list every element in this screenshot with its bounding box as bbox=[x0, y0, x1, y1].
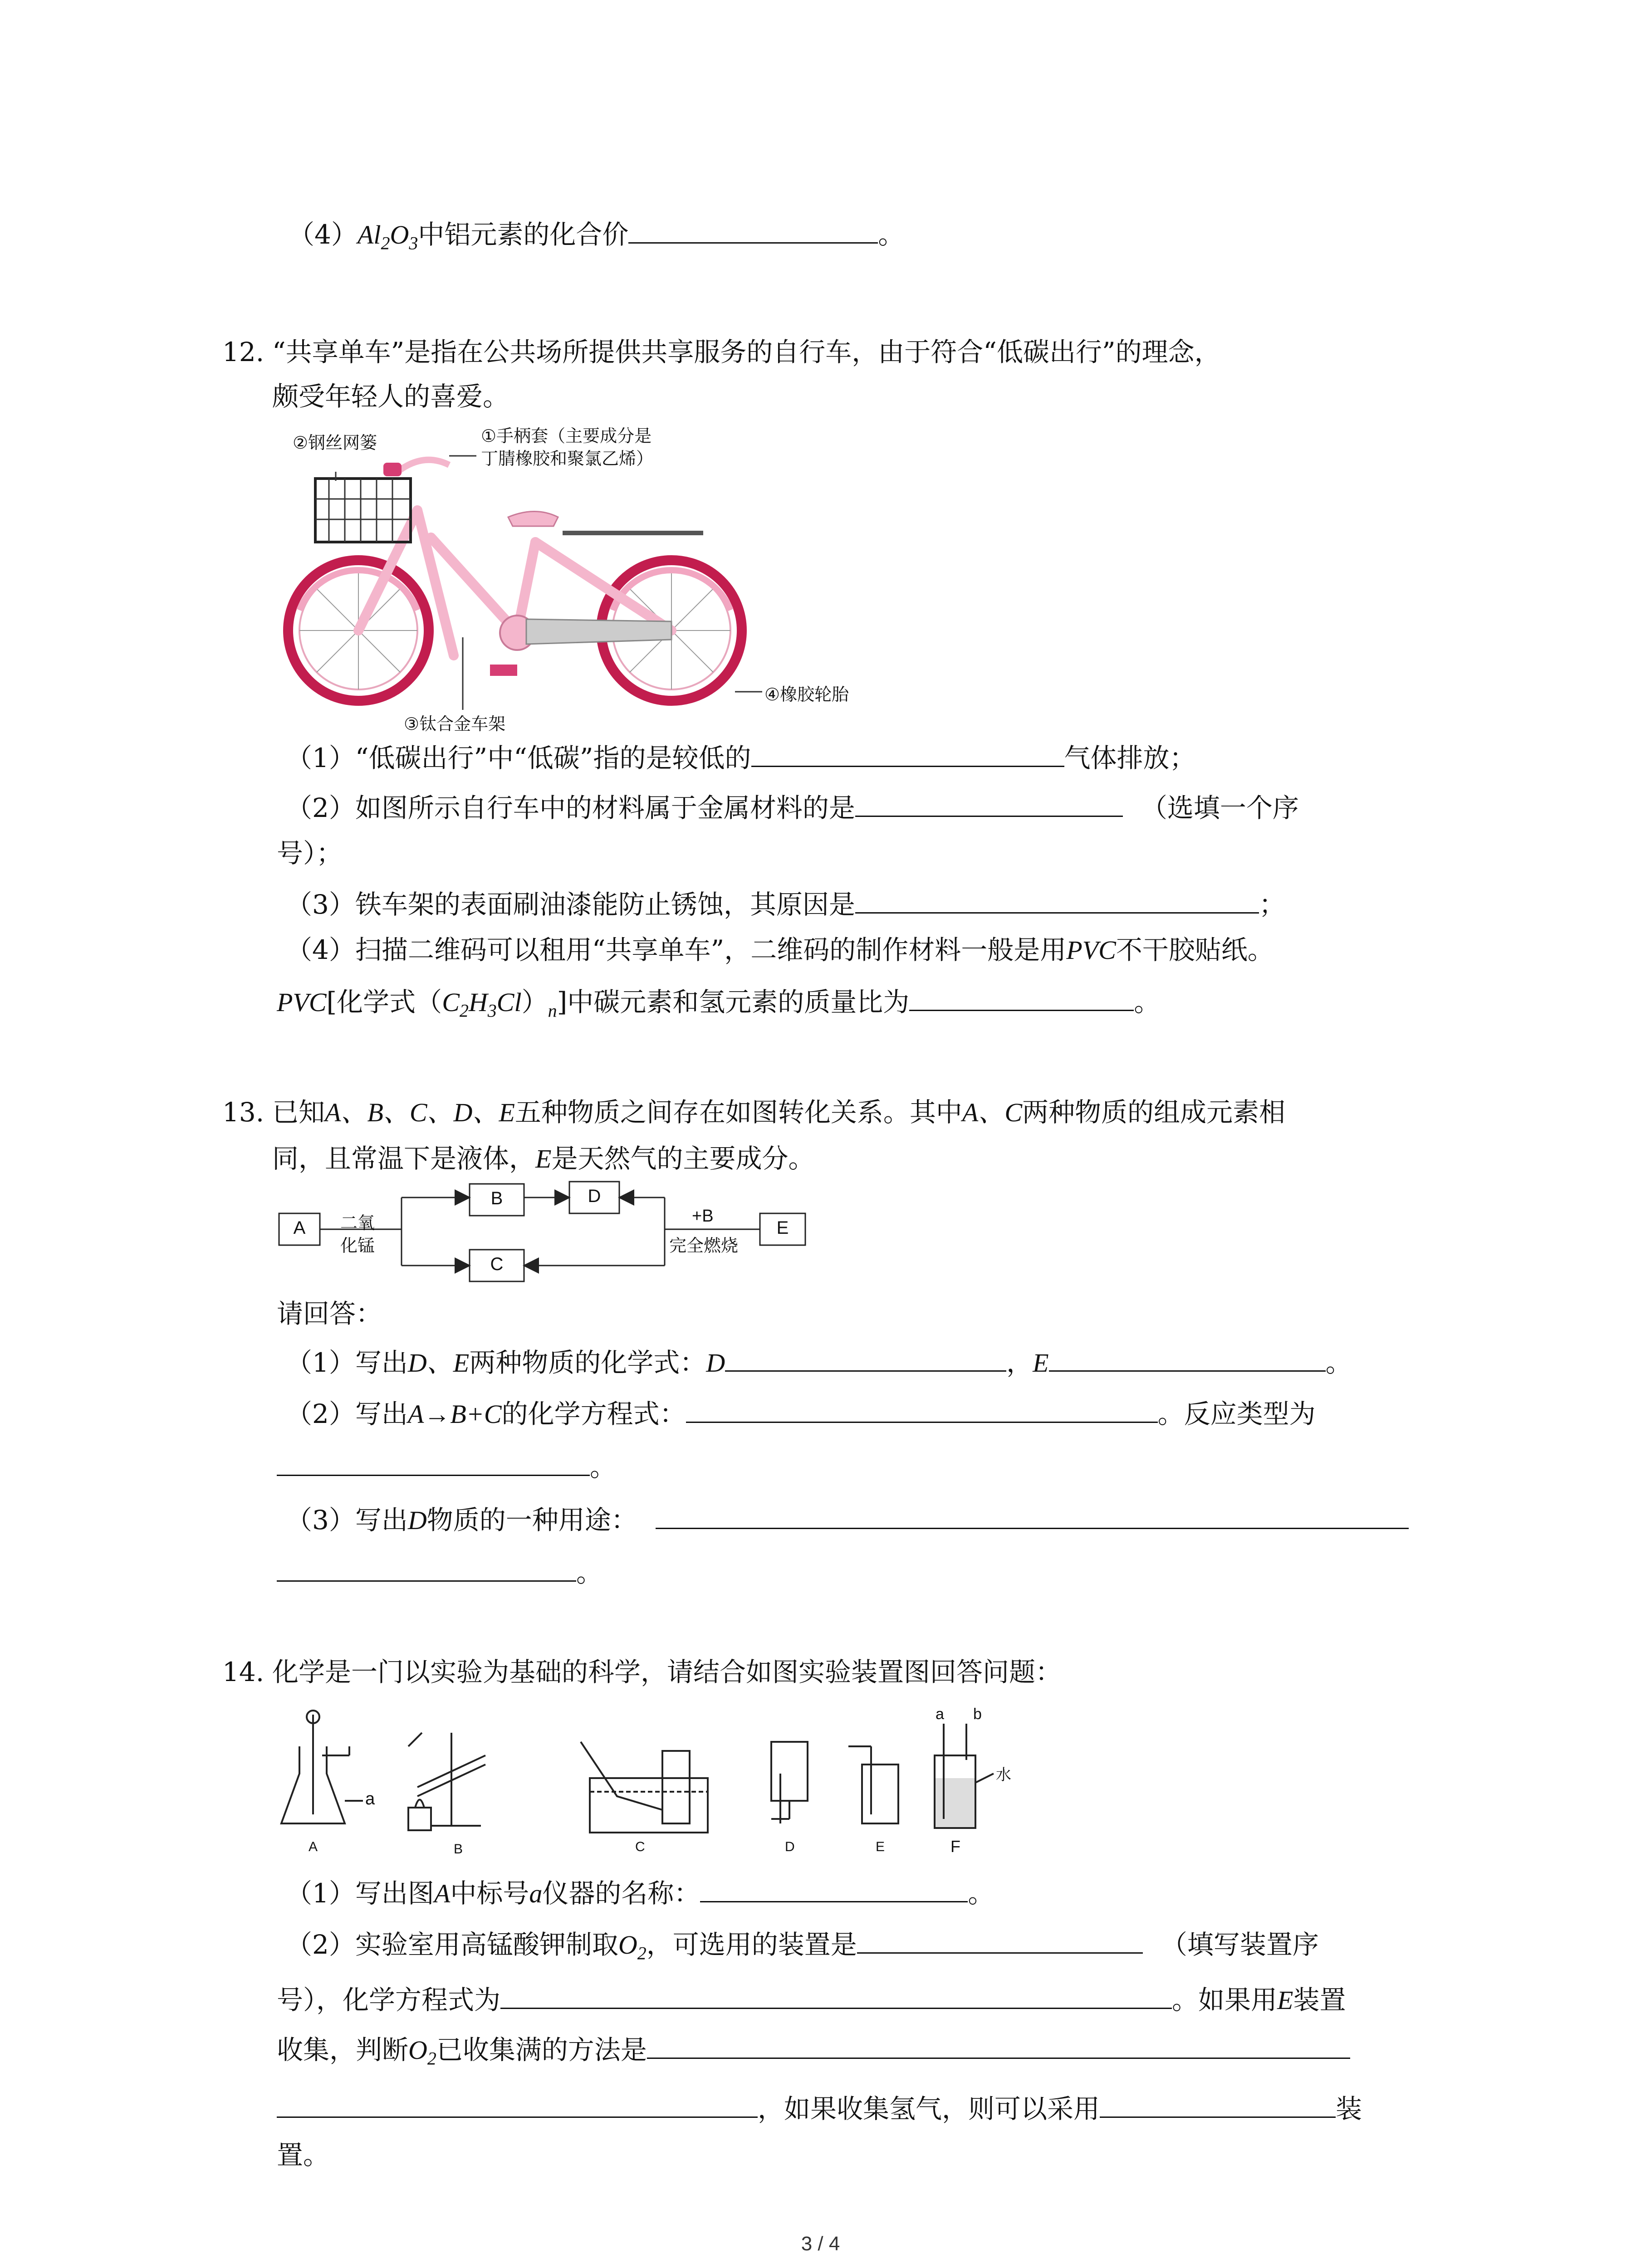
q12-part1: （1）“低碳出行”中“低碳”指的是较低的 气体排放； bbox=[286, 740, 1196, 774]
conversion-diagram bbox=[277, 1175, 812, 1288]
answer-blank[interactable] bbox=[656, 1502, 1409, 1529]
node-B: B bbox=[490, 1188, 503, 1208]
q12-part2-cont: 号）； bbox=[277, 838, 343, 869]
q12-part3: （3）铁车架的表面刷油漆能防止锈蚀，其原因是 ； bbox=[286, 887, 1285, 921]
q14-part2-line4: ，如果收集氢气，则可以采用 装 bbox=[277, 2091, 1362, 2125]
answer-blank[interactable] bbox=[1049, 1345, 1326, 1372]
apparatus-figure bbox=[272, 1706, 1053, 1860]
q11-part4: $(4)Al_2O_3$中铝元素的化合价 。 bbox=[288, 217, 904, 260]
fig-F-b: b bbox=[973, 1706, 982, 1723]
q13-stem-line1: 13. 已知A、B、C、D、E五种物质之间存在如图转化关系。其中A、C两种物质的组成元素相 bbox=[222, 1097, 1286, 1128]
q13-part3-cont: 。 bbox=[277, 1555, 603, 1589]
q12-part4-cont: PVC[化学式$(C_2H_3Cl)_n$]中碳元素和氢元素的质量比为 。 bbox=[277, 984, 1160, 1027]
q13-ask: 请回答： bbox=[277, 1298, 382, 1329]
fig-D: D bbox=[785, 1839, 795, 1854]
fig-F-water: 水 bbox=[996, 1766, 1011, 1784]
answer-blank[interactable] bbox=[277, 1555, 576, 1582]
q13-part2: （2）写出A→B+C的化学方程式： 。反应类型为 bbox=[286, 1396, 1316, 1431]
answer-blank[interactable] bbox=[725, 1345, 1006, 1372]
answer-blank[interactable] bbox=[857, 1927, 1143, 1954]
q14-part2-line2: 号），化学方程式为 。如果用E装置 bbox=[277, 1982, 1346, 2017]
answer-blank[interactable] bbox=[700, 1876, 968, 1902]
q12-part2: （2）如图所示自行车中的材料属于金属材料的是 （选填一个序 bbox=[286, 790, 1299, 824]
apparatus-illustration bbox=[272, 1706, 1053, 1860]
q12-part4: （4）扫描二维码可以租用“共享单车”，二维码的制作材料一般是用PVC不干胶贴纸。 bbox=[286, 934, 1274, 965]
catalyst-label-1: 二氧 bbox=[340, 1214, 375, 1233]
fig-E: E bbox=[876, 1839, 885, 1854]
q14-part2-line5: 置。 bbox=[277, 2140, 330, 2170]
q13-part3: （3）写出D物质的一种用途： bbox=[286, 1502, 1409, 1537]
q12-stem-line1: 12. “共享单车”是指在公共场所提供共享服务的自行车，由于符合“低碳出行”的理念， bbox=[222, 337, 1221, 367]
node-A: A bbox=[293, 1218, 306, 1238]
page-number: 3 / 4 bbox=[801, 2233, 840, 2255]
fig-B: B bbox=[454, 1842, 463, 1857]
label-handle-grip-line2: 丁腈橡胶和聚氯乙烯） bbox=[481, 450, 654, 469]
catalyst-label-2: 化锰 bbox=[340, 1237, 375, 1256]
answer-blank[interactable] bbox=[647, 2032, 1350, 2059]
q12-stem-line2: 颇受年轻人的喜爱。 bbox=[272, 381, 509, 412]
q14-part2: （2）实验室用高锰酸钾制取$O_2$，可选用的装置是 （填写装置序 bbox=[286, 1927, 1319, 1970]
q13-part1: （1）写出D、E两种物质的化学式：D ，E 。 bbox=[286, 1345, 1352, 1379]
q14-part2-line3: 收集，判断$O_2$已收集满的方法是 bbox=[277, 2032, 1350, 2075]
answer-blank[interactable] bbox=[855, 790, 1123, 817]
fig-a-label: a bbox=[365, 1789, 375, 1809]
combustion-label: 完全燃烧 bbox=[669, 1237, 739, 1256]
question-number: 12. bbox=[222, 337, 265, 367]
node-C: C bbox=[490, 1254, 504, 1274]
answer-blank[interactable] bbox=[277, 1449, 590, 1476]
label-handle-grip-line1: ①手柄套（主要成分是 bbox=[481, 427, 652, 446]
answer-blank[interactable] bbox=[1100, 2091, 1336, 2118]
q14-part1: （1）写出图A中标号a仪器的名称： 。 bbox=[286, 1876, 994, 1910]
q14-stem: 14. 化学是一门以实验为基础的科学，请结合如图实验装置图回答问题： bbox=[222, 1657, 1062, 1687]
bicycle-figure bbox=[281, 420, 853, 737]
plus-b-label: +B bbox=[692, 1207, 714, 1226]
node-D: D bbox=[588, 1186, 601, 1206]
fig-C: C bbox=[635, 1839, 645, 1854]
fig-A: A bbox=[309, 1839, 318, 1854]
label-frame: ③钛合金车架 bbox=[404, 715, 506, 734]
answer-blank[interactable] bbox=[909, 984, 1134, 1011]
answer-blank[interactable] bbox=[277, 2091, 758, 2118]
question-number: 13. bbox=[222, 1097, 265, 1128]
answer-blank[interactable] bbox=[855, 887, 1259, 914]
q13-stem-line2: 同，且常温下是液体，E是天然气的主要成分。 bbox=[272, 1143, 815, 1174]
question-number: 14. bbox=[222, 1657, 265, 1687]
node-E: E bbox=[776, 1218, 789, 1238]
label-tire: ④橡胶轮胎 bbox=[764, 685, 849, 704]
label-basket: ②钢丝网篓 bbox=[293, 434, 377, 453]
answer-blank[interactable] bbox=[751, 740, 1064, 767]
answer-blank[interactable] bbox=[628, 217, 878, 244]
fig-F-a: a bbox=[936, 1706, 944, 1723]
answer-blank[interactable] bbox=[500, 1982, 1172, 2009]
fig-F: F bbox=[950, 1837, 960, 1856]
answer-blank[interactable] bbox=[686, 1396, 1158, 1423]
q13-part2-cont: 。 bbox=[277, 1449, 616, 1483]
